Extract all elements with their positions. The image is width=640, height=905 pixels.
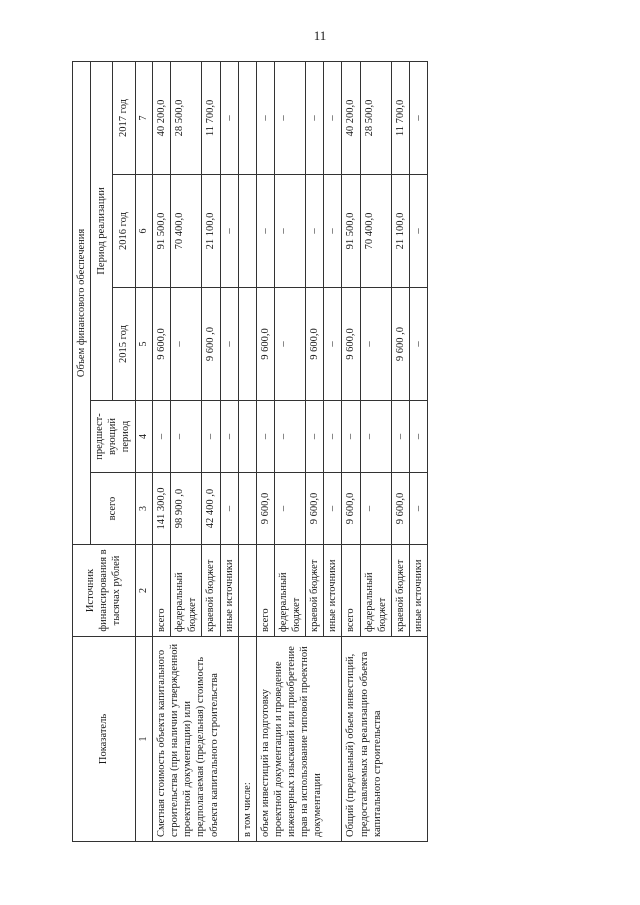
value-cell: 28 500,0: [360, 61, 391, 174]
value-cell: 9 600 ,0: [391, 288, 409, 401]
value-cell: 9 600,0: [256, 288, 274, 401]
source-cell: иные источники: [409, 545, 427, 637]
value-cell: –: [171, 288, 202, 401]
value-cell: –: [342, 401, 360, 473]
value-cell: 9 600 ,0: [202, 288, 220, 401]
value-cell: –: [409, 288, 427, 401]
value-cell: 9 600,0: [391, 473, 409, 545]
value-cell: –: [202, 401, 220, 473]
value-cell: –: [274, 288, 305, 401]
value-cell: –: [324, 61, 342, 174]
value-cell: –: [153, 401, 171, 473]
col-index: 3: [135, 473, 153, 545]
value-cell: 9 600,0: [342, 288, 360, 401]
header-2017: 2017 год: [113, 61, 135, 174]
col-index: 5: [135, 288, 153, 401]
source-cell: федеральный бюджет: [274, 545, 305, 637]
value-cell: 21 100,0: [202, 175, 220, 288]
row-label-design-investment: объем инвестиций на подготовку проектной документации и проведение инженерных изысканий или приобретение прав на использование типовой проектной документации: [256, 637, 342, 842]
value-cell: –: [409, 61, 427, 174]
value-cell: –: [220, 288, 238, 401]
header-period: Период реализации: [91, 61, 113, 400]
table-row: [238, 61, 256, 841]
source-cell: федеральный бюджет: [171, 545, 202, 637]
value-cell: –: [391, 401, 409, 473]
value-cell: –: [409, 401, 427, 473]
col-index: 4: [135, 401, 153, 473]
value-cell: 11 700,0: [202, 61, 220, 174]
financing-table: [72, 61, 428, 842]
table-row: [256, 61, 274, 841]
value-cell: –: [274, 175, 305, 288]
column-index-row: [135, 61, 153, 841]
value-cell: –: [360, 401, 391, 473]
value-cell: –: [220, 473, 238, 545]
source-cell: краевой бюджет: [202, 545, 220, 637]
value-cell: –: [220, 401, 238, 473]
source-cell: федеральный бюджет: [360, 545, 391, 637]
header-2015: 2015 год: [113, 288, 135, 401]
header-total: всего: [91, 473, 135, 545]
value-cell: 91 500,0: [342, 175, 360, 288]
value-cell: 11 700,0: [391, 61, 409, 174]
value-cell: 40 200,0: [342, 61, 360, 174]
value-cell: –: [274, 401, 305, 473]
rotated-table-area: [72, 62, 640, 842]
source-cell: всего: [256, 545, 274, 637]
row-intro-including: в том числе:: [238, 637, 256, 842]
value-cell: –: [220, 175, 238, 288]
value-cell: –: [274, 473, 305, 545]
col-index: 2: [135, 545, 153, 637]
value-cell: –: [256, 175, 274, 288]
value-cell: 141 300,0: [153, 473, 171, 545]
source-cell: всего: [153, 545, 171, 637]
value-cell: 70 400,0: [360, 175, 391, 288]
source-cell: иные источники: [220, 545, 238, 637]
row-label-estimated-cost: Сметная стоимость объекта капитального строительства (при наличии утвержденной проектной документации) или предполагаемая (предельная) стоимость объекта капитального строительства: [153, 637, 239, 842]
value-cell: –: [324, 401, 342, 473]
value-cell: –: [324, 473, 342, 545]
value-cell: –: [306, 61, 324, 174]
value-cell: 9 600,0: [306, 288, 324, 401]
value-cell: 28 500,0: [171, 61, 202, 174]
value-cell: –: [306, 401, 324, 473]
header-volume: Объем финансового обеспечения: [73, 61, 91, 544]
value-cell: 70 400,0: [171, 175, 202, 288]
table-row: [153, 61, 171, 841]
value-cell: –: [306, 175, 324, 288]
value-cell: –: [274, 61, 305, 174]
value-cell: 9 600,0: [153, 288, 171, 401]
value-cell: 9 600,0: [256, 473, 274, 545]
header-prior-period: предшест-вующий период: [91, 401, 135, 473]
value-cell: 9 600,0: [342, 473, 360, 545]
header-source: Источник финансирования в тысячах рублей: [73, 545, 136, 637]
col-index: 7: [135, 61, 153, 174]
source-cell: краевой бюджет: [391, 545, 409, 637]
value-cell: 40 200,0: [153, 61, 171, 174]
col-index: 6: [135, 175, 153, 288]
value-cell: 21 100,0: [391, 175, 409, 288]
value-cell: –: [409, 175, 427, 288]
value-cell: 9 600,0: [306, 473, 324, 545]
header-indicator: Показатель: [73, 637, 136, 842]
value-cell: 98 900 ,0: [171, 473, 202, 545]
table-row: [342, 61, 360, 841]
source-cell: всего: [342, 545, 360, 637]
value-cell: 91 500,0: [153, 175, 171, 288]
value-cell: –: [360, 288, 391, 401]
source-cell: краевой бюджет: [306, 545, 324, 637]
value-cell: –: [171, 401, 202, 473]
value-cell: –: [256, 61, 274, 174]
value-cell: –: [409, 473, 427, 545]
value-cell: –: [256, 401, 274, 473]
col-index: 1: [135, 637, 153, 842]
source-cell: иные источники: [324, 545, 342, 637]
value-cell: –: [324, 288, 342, 401]
value-cell: –: [360, 473, 391, 545]
value-cell: 42 400 ,0: [202, 473, 220, 545]
value-cell: –: [220, 61, 238, 174]
row-label-total-investment: Общий (предельный) объем инвестиций, предоставляемых на реализацию объекта капитального строительства: [342, 637, 428, 842]
header-2016: 2016 год: [113, 175, 135, 288]
financing-table-rotated: [72, 62, 572, 842]
page-number: 11: [313, 28, 327, 43]
value-cell: –: [324, 175, 342, 288]
